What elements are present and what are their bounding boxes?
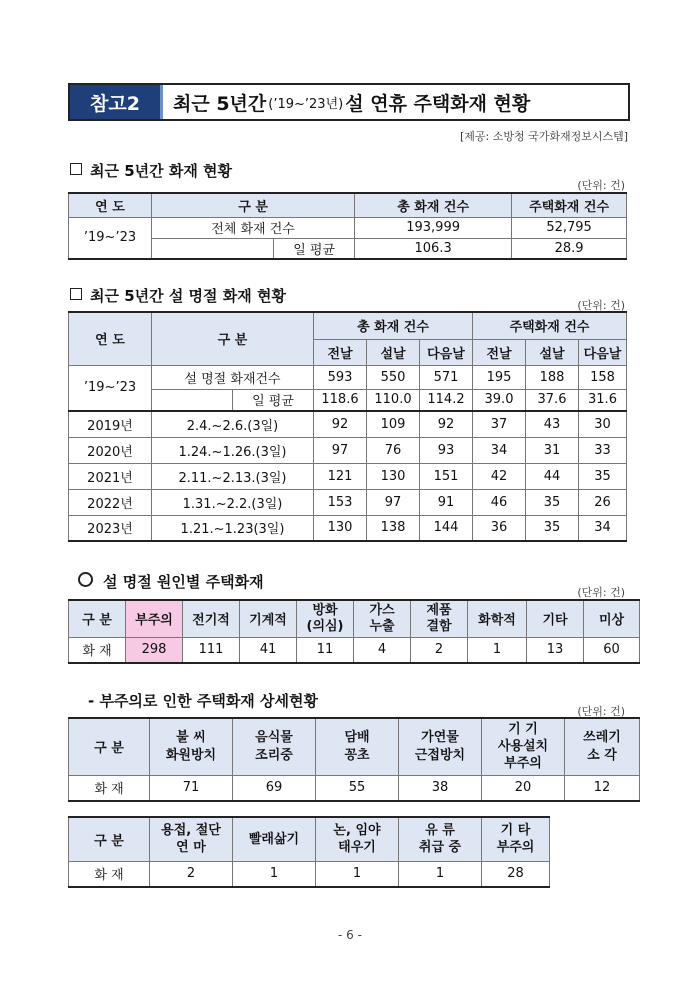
header-house-fires: 주택화재 건수 [473, 312, 627, 339]
page-number: - 6 - [338, 928, 362, 942]
cell-value: 118.6 [314, 389, 367, 411]
header-total-fires: 총 화재 건수 [314, 312, 473, 339]
cell-value: 13 [527, 637, 584, 663]
cell-value: 76 [367, 437, 420, 463]
cell-value: 110.0 [367, 389, 420, 411]
row-label: 일 평균 [233, 389, 314, 411]
cause-header: 기계적 [240, 600, 297, 637]
cell-value: 2 [150, 861, 233, 887]
cell-value: 2 [411, 637, 468, 663]
cell-value: 188 [526, 365, 579, 389]
cell-value: 28.9 [512, 238, 627, 259]
cell-value: 93 [420, 437, 473, 463]
header-division: 구 분 [152, 312, 314, 365]
cell-value: 52,795 [512, 217, 627, 238]
year-cell: 2022년 [69, 489, 152, 515]
cell-value: 35 [526, 515, 579, 541]
header-year: 연 도 [69, 193, 152, 217]
cell-value: 130 [314, 515, 367, 541]
cell-value: 151 [420, 463, 473, 489]
square-bullet-icon [70, 288, 82, 300]
holiday-fire-table [68, 311, 627, 542]
cell-value: 1 [399, 861, 482, 887]
spacer-cell [152, 238, 274, 259]
row-label: 화 재 [69, 775, 150, 801]
spacer-cell [152, 389, 233, 411]
fire-summary-table [68, 192, 627, 260]
cell-value: 109 [367, 411, 420, 437]
subheader: 다음날 [420, 339, 473, 365]
cell-value: 92 [420, 411, 473, 437]
cell-value: 1 [233, 861, 316, 887]
cell-value: 37.6 [526, 389, 579, 411]
cause-header: 부주의 [126, 600, 183, 637]
period-cell: ’19~’23 [69, 365, 152, 411]
cell-value: 130 [367, 463, 420, 489]
period-cell: 1.24.~1.26.(3일) [152, 437, 314, 463]
section2-unit: (단위: 건) [577, 299, 625, 312]
cell-value: 28 [482, 861, 550, 887]
period-cell: 2.11.~2.13.(3일) [152, 463, 314, 489]
cell-value: 35 [579, 463, 627, 489]
cell-value: 114.2 [420, 389, 473, 411]
cell-value: 34 [473, 437, 526, 463]
title-part-b: 설 연휴 주택화재 현황 [345, 92, 531, 115]
cell-value: 41 [240, 637, 297, 663]
carelessness-table-2 [68, 816, 550, 888]
detail-header: 담배 꽁초 [316, 718, 399, 775]
period-cell: 2.4.~2.6.(3일) [152, 411, 314, 437]
cell-value: 46 [473, 489, 526, 515]
cell-value: 38 [399, 775, 482, 801]
header-year: 연 도 [69, 312, 152, 365]
cell-value: 4 [354, 637, 411, 663]
detail-header: 쓰레기 소 각 [565, 718, 640, 775]
cell-value: 31 [526, 437, 579, 463]
cell-value: 106.3 [355, 238, 512, 259]
cell-value: 43 [526, 411, 579, 437]
cell-value: 153 [314, 489, 367, 515]
row-label: 전체 화재 건수 [152, 217, 355, 238]
cause-header: 전기적 [183, 600, 240, 637]
subheader: 설날 [526, 339, 579, 365]
cell-value: 39.0 [473, 389, 526, 411]
cause-header: 미상 [584, 600, 640, 637]
header-house-fires: 주택화재 건수 [512, 193, 627, 217]
title-part-a: 최근 5년간 [173, 92, 267, 115]
cell-value: 193,999 [355, 217, 512, 238]
cell-value: 97 [314, 437, 367, 463]
cell-value: 1 [468, 637, 527, 663]
cell-value: 111 [183, 637, 240, 663]
header-total-fires: 총 화재 건수 [355, 193, 512, 217]
detail-header: 빨래삶기 [233, 817, 316, 861]
period-cell: ’19~’23 [69, 217, 152, 259]
cell-value: 144 [420, 515, 473, 541]
cause-header: 화학적 [468, 600, 527, 637]
cell-value: 92 [314, 411, 367, 437]
cell-value: 20 [482, 775, 565, 801]
year-cell: 2023년 [69, 515, 152, 541]
row-label: 설 명절 화재건수 [152, 365, 314, 389]
section1-title: 최근 5년간 화재 현황 [70, 160, 232, 181]
header-division: 구 분 [69, 817, 150, 861]
cell-value: 298 [126, 637, 183, 663]
cause-header: 제품 결함 [411, 600, 468, 637]
cell-value: 195 [473, 365, 526, 389]
cell-value: 34 [579, 515, 627, 541]
cell-value: 91 [420, 489, 473, 515]
page-title [163, 85, 628, 119]
detail-header: 기 기 사용설치 부주의 [482, 718, 565, 775]
cell-value: 593 [314, 365, 367, 389]
subheader: 전날 [473, 339, 526, 365]
detail-header: 유 류 취급 중 [399, 817, 482, 861]
cause-header: 가스 누출 [354, 600, 411, 637]
detail-header: 기 타 부주의 [482, 817, 550, 861]
cell-value: 571 [420, 365, 473, 389]
row-label: 화 재 [69, 637, 126, 663]
source-note: [제공: 소방청 국가화재정보시스템] [459, 130, 628, 143]
carelessness-table-1 [68, 717, 640, 802]
cell-value: 31.6 [579, 389, 627, 411]
cell-value: 42 [473, 463, 526, 489]
detail-header: 불 씨 화원방치 [150, 718, 233, 775]
subheader: 설날 [367, 339, 420, 365]
cell-value: 550 [367, 365, 420, 389]
cause-table [68, 599, 640, 664]
reference-tag: 참고2 [70, 85, 163, 119]
year-cell: 2021년 [69, 463, 152, 489]
cell-value: 1 [316, 861, 399, 887]
period-cell: 1.21.~1.23(3일) [152, 515, 314, 541]
section1-unit: (단위: 건) [577, 179, 625, 192]
period-cell: 1.31.~2.2.(3일) [152, 489, 314, 515]
cell-value: 12 [565, 775, 640, 801]
detail-header: 용접, 절단 연 마 [150, 817, 233, 861]
header-division: 구 분 [69, 600, 126, 637]
year-cell: 2020년 [69, 437, 152, 463]
header-division: 구 분 [152, 193, 355, 217]
subheader: 전날 [314, 339, 367, 365]
title-years: (’19~’23년) [268, 96, 344, 112]
cell-value: 55 [316, 775, 399, 801]
detail-header: 가연물 근접방치 [399, 718, 482, 775]
cell-value: 71 [150, 775, 233, 801]
cell-value: 36 [473, 515, 526, 541]
cell-value: 97 [367, 489, 420, 515]
section4-unit: (단위: 건) [577, 705, 625, 718]
row-label: 일 평균 [274, 238, 355, 259]
cell-value: 60 [584, 637, 640, 663]
cause-header: 방화 (의심) [297, 600, 354, 637]
section2-title: 최근 5년간 설 명절 화재 현황 [70, 285, 286, 306]
row-label: 화 재 [69, 861, 150, 887]
cell-value: 138 [367, 515, 420, 541]
cell-value: 37 [473, 411, 526, 437]
year-cell: 2019년 [69, 411, 152, 437]
detail-header: 음식물 조리중 [233, 718, 316, 775]
cell-value: 121 [314, 463, 367, 489]
subheader: 다음날 [579, 339, 627, 365]
cell-value: 158 [579, 365, 627, 389]
detail-header: 논, 임야 태우기 [316, 817, 399, 861]
section3-unit: (단위: 건) [577, 586, 625, 599]
cell-value: 33 [579, 437, 627, 463]
cause-header: 기타 [527, 600, 584, 637]
title-box [68, 83, 630, 121]
header-division: 구 분 [69, 718, 150, 775]
cell-value: 35 [526, 489, 579, 515]
cell-value: 30 [579, 411, 627, 437]
section3-title: 설 명절 원인별 주택화재 [78, 571, 264, 592]
cell-value: 26 [579, 489, 627, 515]
cell-value: 69 [233, 775, 316, 801]
section4-title: - 부주의로 인한 주택화재 상세현황 [88, 692, 318, 710]
square-bullet-icon [70, 163, 82, 175]
circle-bullet-icon [78, 572, 93, 587]
cell-value: 11 [297, 637, 354, 663]
cell-value: 44 [526, 463, 579, 489]
